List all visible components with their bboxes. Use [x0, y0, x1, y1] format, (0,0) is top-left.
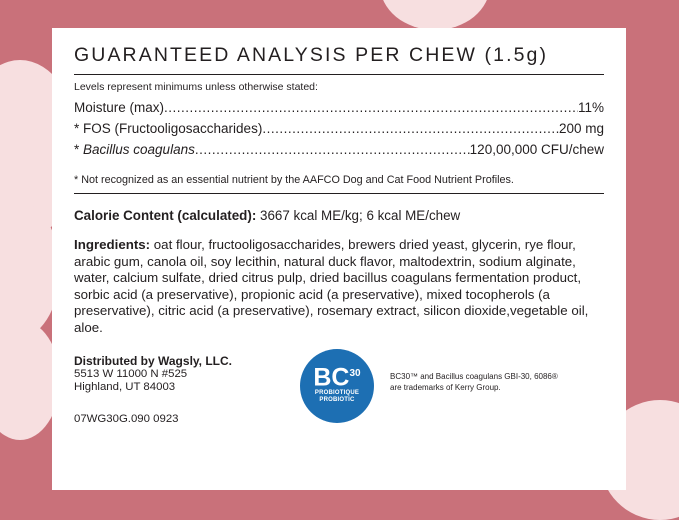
aafco-note: * Not recognized as an essential nutrient by the AAFCO Dog and Cat Food Nutrient Profiles.: [74, 174, 514, 186]
analysis-value: 11%: [577, 100, 604, 115]
ingredients-text: oat flour, fructooligosaccharides, brewers dried yeast, glycerin, rye flour, arabic gum, canola oil, soy lecithin, natural duck flavor, maltodextrin, sodium alginate, water, calcium sulfate, dried citrus pulp, dried bacillus coagulans fermentation product, sorbic acid (a preservative), propionic acid (a preservative), mixed tocopherols (a preservative), citric acid (a preservative), rosemary extract, silicon dioxide,vegetable oil, aloe.: [74, 237, 589, 335]
analysis-title: GUARANTEED ANALYSIS PER CHEW (1.5g): [74, 44, 549, 66]
distributor-name: Distributed by Wagsly, LLC.: [74, 353, 233, 368]
analysis-row-moisture: [74, 100, 604, 115]
analysis-prefix: *: [74, 142, 84, 157]
analysis-row-bacillus: [74, 142, 604, 157]
dot-leader: [164, 100, 578, 115]
analysis-name: * FOS (Fructooligosaccharides): [74, 121, 263, 136]
ingredients-label: Ingredients:: [74, 237, 151, 252]
badge-number: 30: [349, 367, 361, 379]
calorie-content: [74, 208, 604, 223]
badge-line2: PROBIOTIC: [319, 396, 355, 403]
dot-leader: [262, 121, 559, 136]
trademark-line2: are trademarks of Kerry Group.: [390, 382, 501, 392]
decorative-blob: [0, 320, 60, 440]
footer: [74, 355, 604, 435]
analysis-row-fos: [74, 121, 604, 136]
distributor-address-line1: 5513 W 11000 N #525: [74, 367, 188, 380]
analysis-name: Moisture (max): [74, 100, 165, 115]
analysis-name: [74, 142, 195, 157]
distributor-block: [74, 355, 232, 394]
analysis-value: 120,00,000 CFU/chew: [469, 142, 604, 157]
distributor-address-line2: Highland, UT 84003: [74, 380, 176, 393]
analysis-value: 200 mg: [558, 121, 604, 136]
trademark-note: [390, 371, 610, 393]
lot-code: 07WG30G.090 0923: [74, 412, 179, 425]
divider: [74, 193, 604, 194]
ingredients: [74, 237, 602, 337]
decorative-blob: [380, 0, 490, 30]
label-panel: [52, 28, 626, 490]
analysis-name-italic: Bacillus coagulans: [83, 142, 195, 157]
dot-leader: [195, 142, 470, 157]
badge-main: $BC_{30}$: [313, 362, 361, 391]
divider: [74, 74, 604, 75]
calorie-value: 3667 kcal ME/kg; 6 kcal ME/chew: [256, 208, 461, 223]
bc30-probiotic-logo: [300, 349, 374, 423]
trademark-line1: BC30™ and Bacillus coagulans GBI-30, 6086®: [390, 371, 558, 381]
levels-note: Levels represent minimums unless otherwise stated:: [74, 81, 318, 93]
badge-line1: PROBIOTIQUE: [314, 389, 360, 396]
calorie-label: Calorie Content (calculated):: [74, 208, 257, 223]
